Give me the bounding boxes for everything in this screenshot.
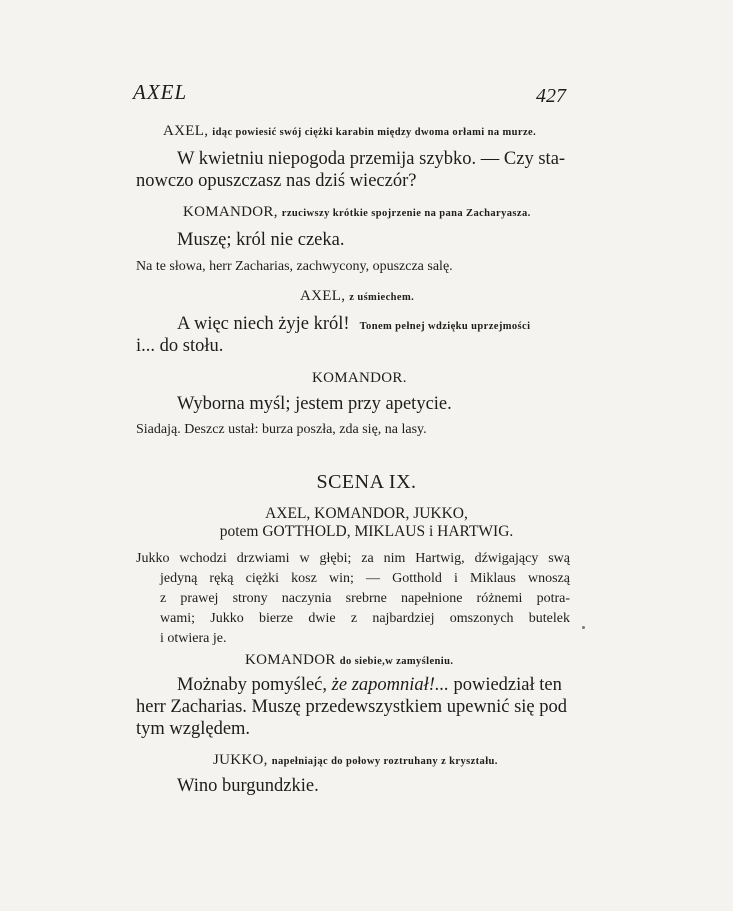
dialogue-line: W kwietniu niepogoda przemija szybko. — Czy sta- (177, 149, 566, 169)
stage-direction-line: Siadają. Deszcz ustał: burza poszła, zda się, na lasy. (136, 422, 427, 437)
stage-heading-jukko (213, 751, 498, 769)
stage-direction: z uśmiechem. (349, 292, 415, 303)
dialogue-line: i... do stołu. (136, 336, 224, 356)
stage-direction: napełniając do połowy roztruhany z kryształu. (271, 756, 498, 767)
dialogue-text: powiedział ten (453, 675, 562, 695)
cast-list-line: potem GOTTHOLD, MIKLAUS i HARTWIG. (219, 523, 514, 540)
dialogue-text: Możnaby pomyśleć, (177, 675, 328, 695)
paragraph-line: Jukko wchodzi drzwiami w głębi; za nim Hartwig, dźwigający swą (136, 551, 570, 566)
stage-direction: Tonem pełnej wdzięku uprzejmości (359, 321, 531, 332)
dialogue-line: Muszę; król nie czeka. (177, 230, 345, 250)
paragraph-line: wami; Jukko bierze dwie z najbardziej omszonych butelek (160, 611, 570, 626)
dialogue-line: nowczo opuszczasz nas dziś wieczór? (136, 171, 417, 191)
cast-list-line: AXEL, KOMANDOR, JUKKO, (265, 505, 468, 522)
dialogue-emphasis: że zapomniał!... (331, 675, 449, 695)
dialogue-line: Wyborna myśl; jestem przy apetycie. (177, 394, 452, 414)
scene-title: SCENA IX. (316, 471, 417, 493)
speaker-name: JUKKO, (213, 752, 268, 768)
stage-heading-komandor-1 (183, 203, 531, 221)
speaker-name: AXEL, (300, 288, 346, 304)
stage-direction-paragraph (136, 549, 570, 649)
stage-direction: idąc powiesić swój ciężki karabin między dwoma orłami na murze. (212, 127, 537, 138)
paragraph-line: i otwiera je. (160, 631, 227, 646)
stage-heading-axel-2 (300, 287, 414, 305)
ink-speck (582, 626, 585, 629)
dialogue-line (177, 674, 562, 697)
paragraph-line: z prawej strony naczynia srebrne napełnione różnemi potra- (160, 591, 570, 606)
running-header-title: AXEL (133, 80, 188, 104)
stage-direction-line: Na te słowa, herr Zacharias, zachwycony, opuszcza salę. (136, 259, 453, 274)
speaker-name: AXEL, (163, 123, 209, 139)
speaker-name: KOMANDOR (245, 652, 336, 668)
stage-direction: do siebie,w zamyśleniu. (339, 656, 454, 667)
dialogue-text: A więc niech żyje król! (177, 314, 350, 334)
page-number: 427 (536, 85, 566, 107)
dialogue-line (177, 313, 530, 336)
stage-direction: rzuciwszy krótkie spojrzenie na pana Zacharyasza. (281, 208, 531, 219)
speaker-name-komandor: KOMANDOR. (312, 370, 407, 386)
speaker-name: KOMANDOR, (183, 204, 278, 220)
stage-heading-komandor-2 (245, 651, 453, 669)
dialogue-line: herr Zacharias. Muszę przedewszystkiem upewnić się pod (136, 697, 567, 717)
paragraph-line: jedyną ręką ciężki kosz win; — Gotthold i Miklaus wnoszą (160, 571, 570, 586)
stage-heading-axel-1 (163, 122, 536, 140)
dialogue-line: Wino burgundzkie. (177, 776, 319, 796)
dialogue-line: tym względem. (136, 719, 251, 739)
